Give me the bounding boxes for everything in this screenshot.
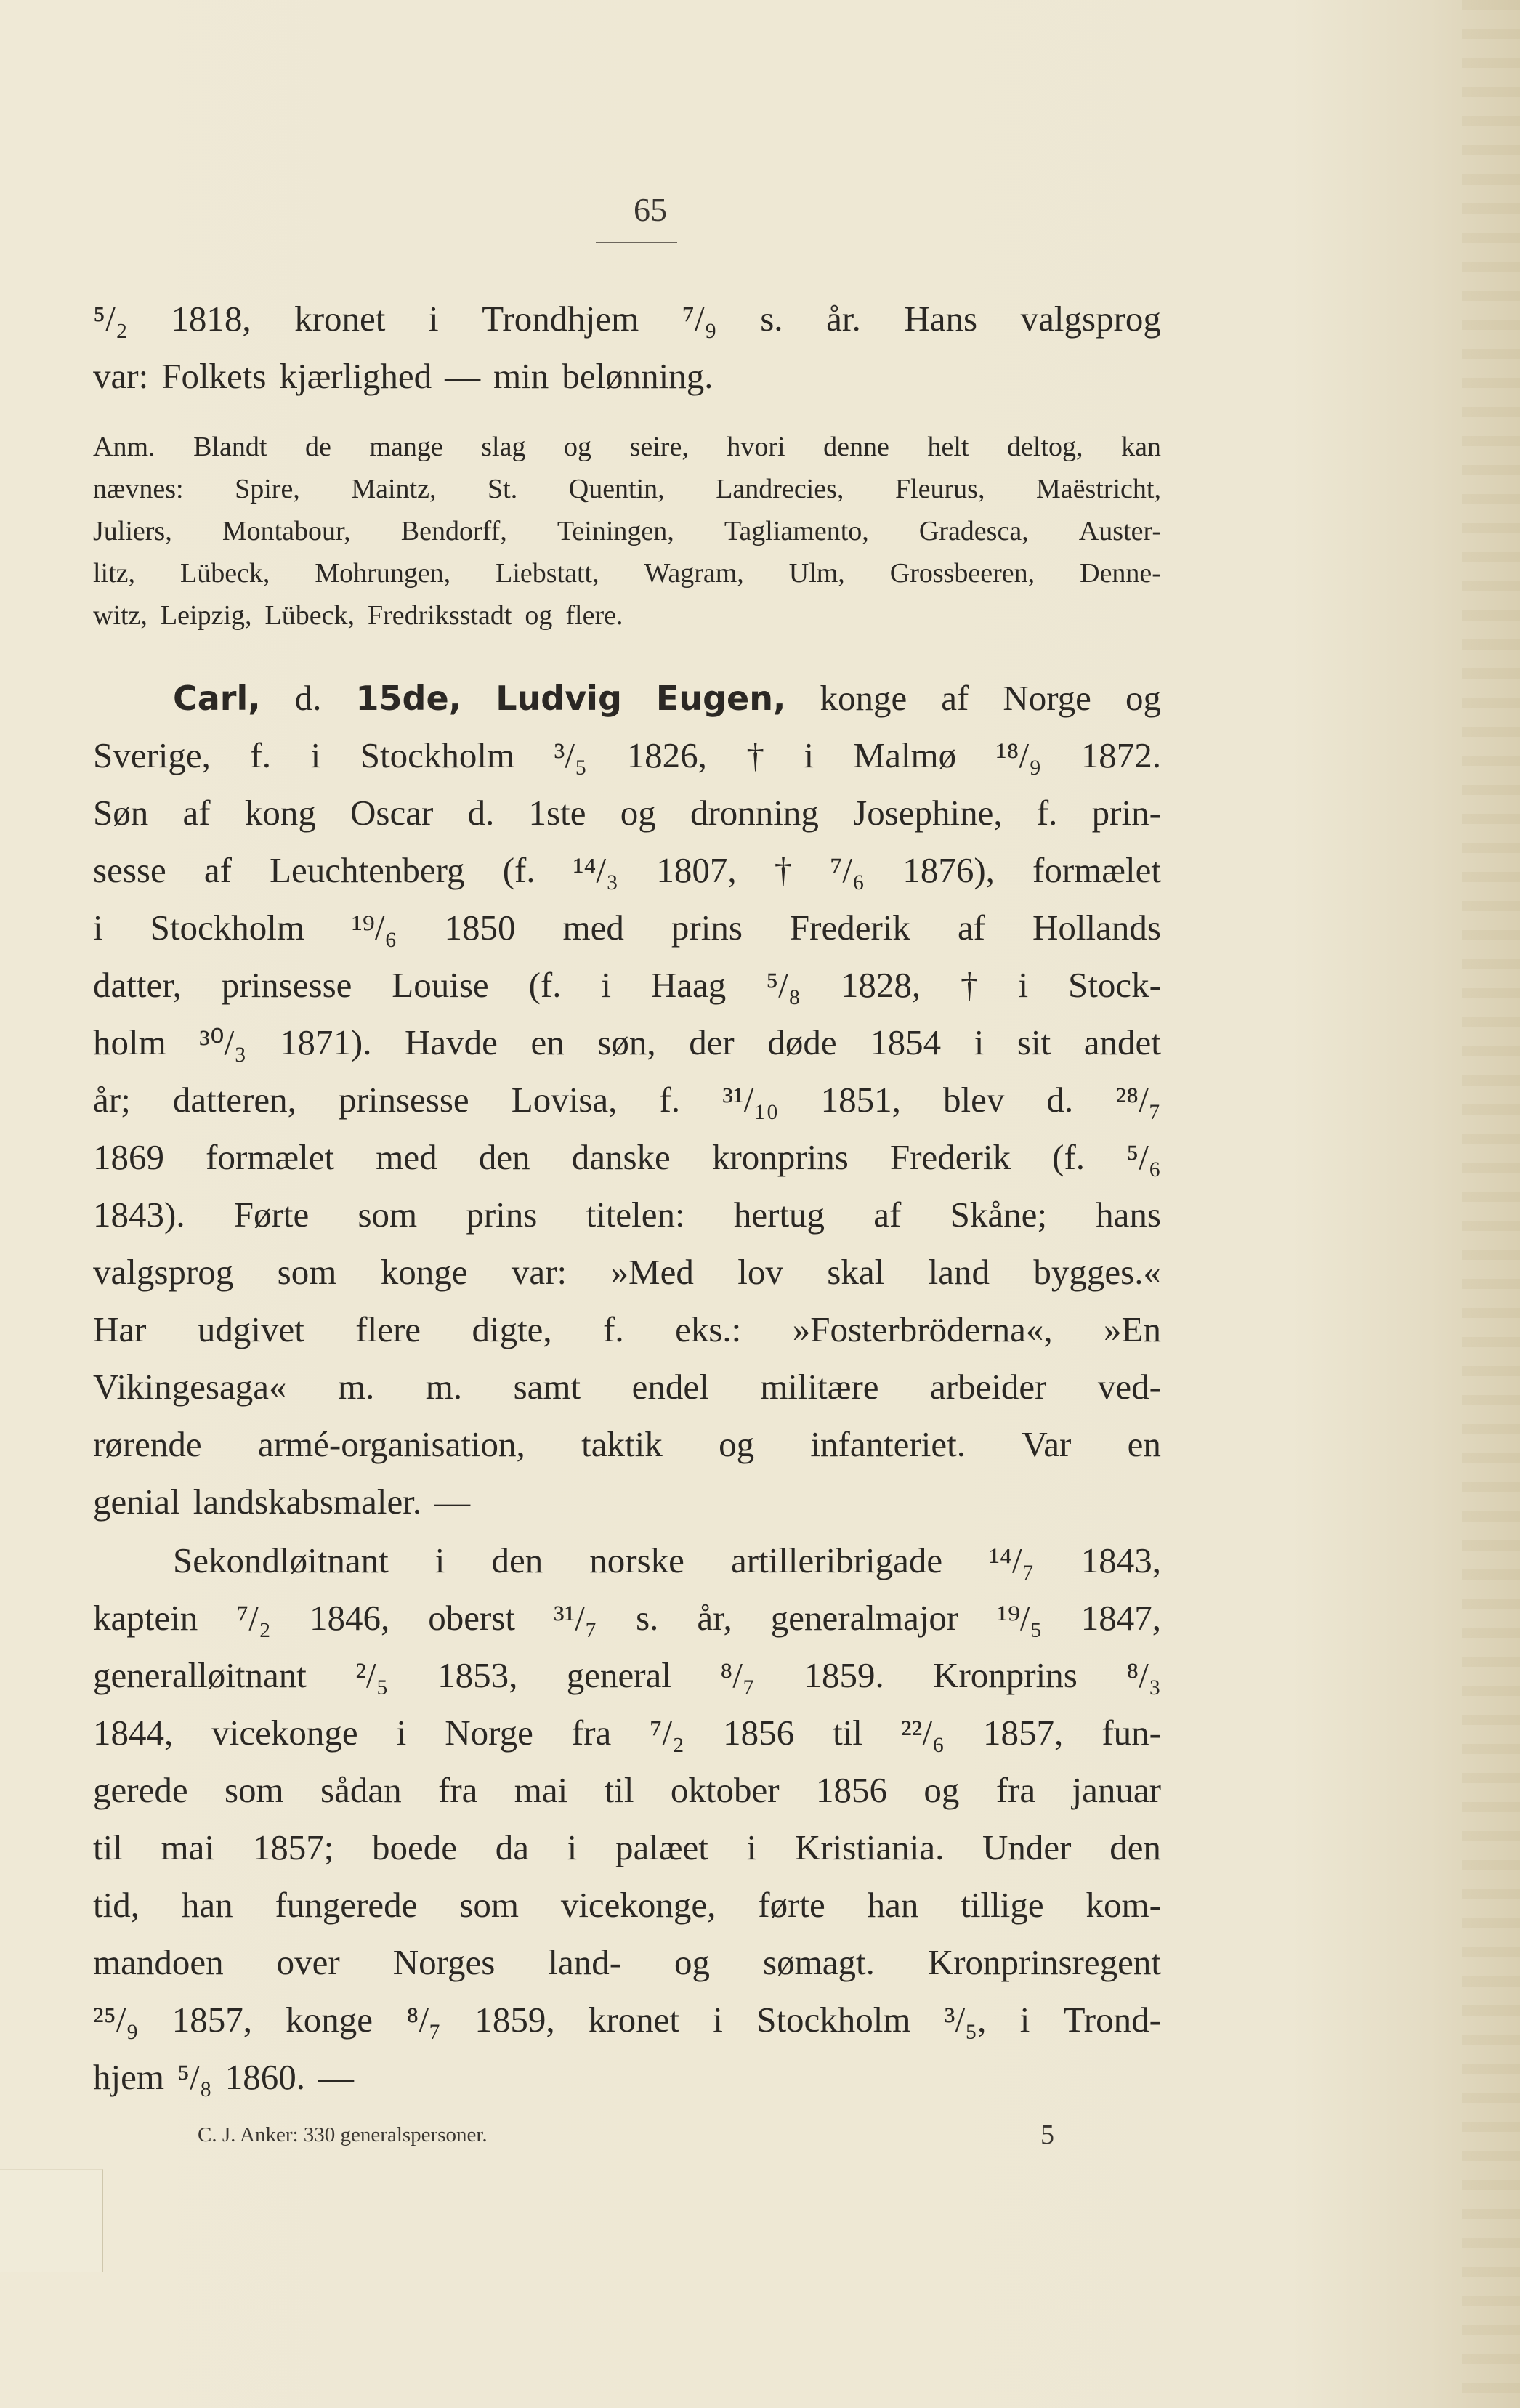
paragraph-career xyxy=(93,1532,1161,2106)
text-line: år; datteren, prinsesse Lovisa, f. ³¹/₁₀ 1851, blev d. ²⁸/₇ xyxy=(93,1080,1161,1120)
text-line: ⁵/₂ 1818, kronet i Trondhjem ⁷/₉ s. år. Hans valgsprog xyxy=(93,299,1161,339)
text-line: til mai 1857; boede da i palæet i Kristiania. Under den xyxy=(93,1827,1161,1867)
text-line: 1844, vicekonge i Norge fra ⁷/₂ 1856 til ²²/₆ 1857, fun- xyxy=(93,1713,1161,1753)
bookmark-slip xyxy=(0,2169,103,2272)
paragraph-intro xyxy=(93,290,1161,405)
text-line: rørende armé-organisation, taktik og infanteriet. Var en xyxy=(93,1424,1161,1464)
text-line: i Stockholm ¹⁹/₆ 1850 med prins Frederik af Hollands xyxy=(93,908,1161,948)
text-line: holm ³⁰/₃ 1871). Havde en søn, der døde 1854 i sit andet xyxy=(93,1022,1161,1062)
text-line: valgsprog som konge var: »Med lov skal land bygges.« xyxy=(93,1252,1161,1292)
sheet-number: 5 xyxy=(1040,2120,1054,2150)
text-line: Har udgivet flere digte, f. eks.: »Fosterbröderna«, »En xyxy=(93,1309,1161,1349)
text-line: Sekondløitnant i den norske artilleribrigade ¹⁴/₇ 1843, xyxy=(173,1540,1161,1580)
page-number-rule xyxy=(596,242,677,243)
text-line: Vikingesaga« m. m. samt endel militære arbeider ved- xyxy=(93,1367,1161,1407)
text-line: var: Folkets kjærlighed — min belønning. xyxy=(93,356,713,396)
paragraph-note xyxy=(93,426,1161,637)
text-line: kaptein ⁷/₂ 1846, oberst ³¹/₇ s. år, generalmajor ¹⁹/₅ 1847, xyxy=(93,1598,1161,1638)
text-line: datter, prinsesse Louise (f. i Haag ⁵/₈ 1828, † i Stock- xyxy=(93,965,1161,1005)
text-line: mandoen over Norges land- og sømagt. Kronprinsregent xyxy=(93,1942,1161,1982)
text-line: ²⁵/₉ 1857, konge ⁸/₇ 1859, kronet i Stockholm ³/₅, i Trond- xyxy=(93,2000,1161,2040)
page-number: 65 xyxy=(634,191,667,228)
text-line: Sverige, f. i Stockholm ³/₅ 1826, † i Malmø ¹⁸/₉ 1872. xyxy=(93,735,1161,775)
text-line: Søn af kong Oscar d. 1ste og dronning Josephine, f. prin- xyxy=(93,793,1161,833)
paragraph-carl xyxy=(93,669,1161,1530)
text-line: gerede som sådan fra mai til oktober 1856 og fra januar xyxy=(93,1770,1161,1810)
text-line: nævnes: Spire, Maintz, St. Quentin, Landrecies, Fleurus, Maëstricht, xyxy=(93,474,1161,504)
text-line: Carl, d. 15de, Ludvig Eugen, konge af Norge og xyxy=(173,678,1161,718)
text-line: Juliers, Montabour, Bendorff, Teiningen, Tagliamento, Gradesca, Auster- xyxy=(93,516,1161,546)
page-edge xyxy=(1462,0,1520,2408)
text-line: sesse af Leuchtenberg (f. ¹⁴/₃ 1807, † ⁷/₆ 1876), formælet xyxy=(93,850,1161,890)
text-line: tid, han fungerede som vicekonge, førte han tillige kom- xyxy=(93,1885,1161,1925)
text-line: Anm. Blandt de mange slag og seire, hvori denne helt deltog, kan xyxy=(93,432,1161,462)
text-line: 1843). Førte som prins titelen: hertug af Skåne; hans xyxy=(93,1195,1161,1235)
text-line: generalløitnant ²/₅ 1853, general ⁸/₇ 1859. Kronprins ⁸/₃ xyxy=(93,1655,1161,1695)
text-line: hjem ⁵/₈ 1860. — xyxy=(93,2057,355,2097)
text-line: litz, Lübeck, Mohrungen, Liebstatt, Wagram, Ulm, Grossbeeren, Denne- xyxy=(93,558,1161,589)
text-line: witz, Leipzig, Lübeck, Fredriksstadt og flere. xyxy=(93,600,623,631)
text-line: 1869 formælet med den danske kronprins Frederik (f. ⁵/₆ xyxy=(93,1137,1161,1177)
signature-mark: C. J. Anker: 330 generalspersoner. xyxy=(198,2123,488,2146)
text-line: genial landskabsmaler. — xyxy=(93,1482,471,1522)
